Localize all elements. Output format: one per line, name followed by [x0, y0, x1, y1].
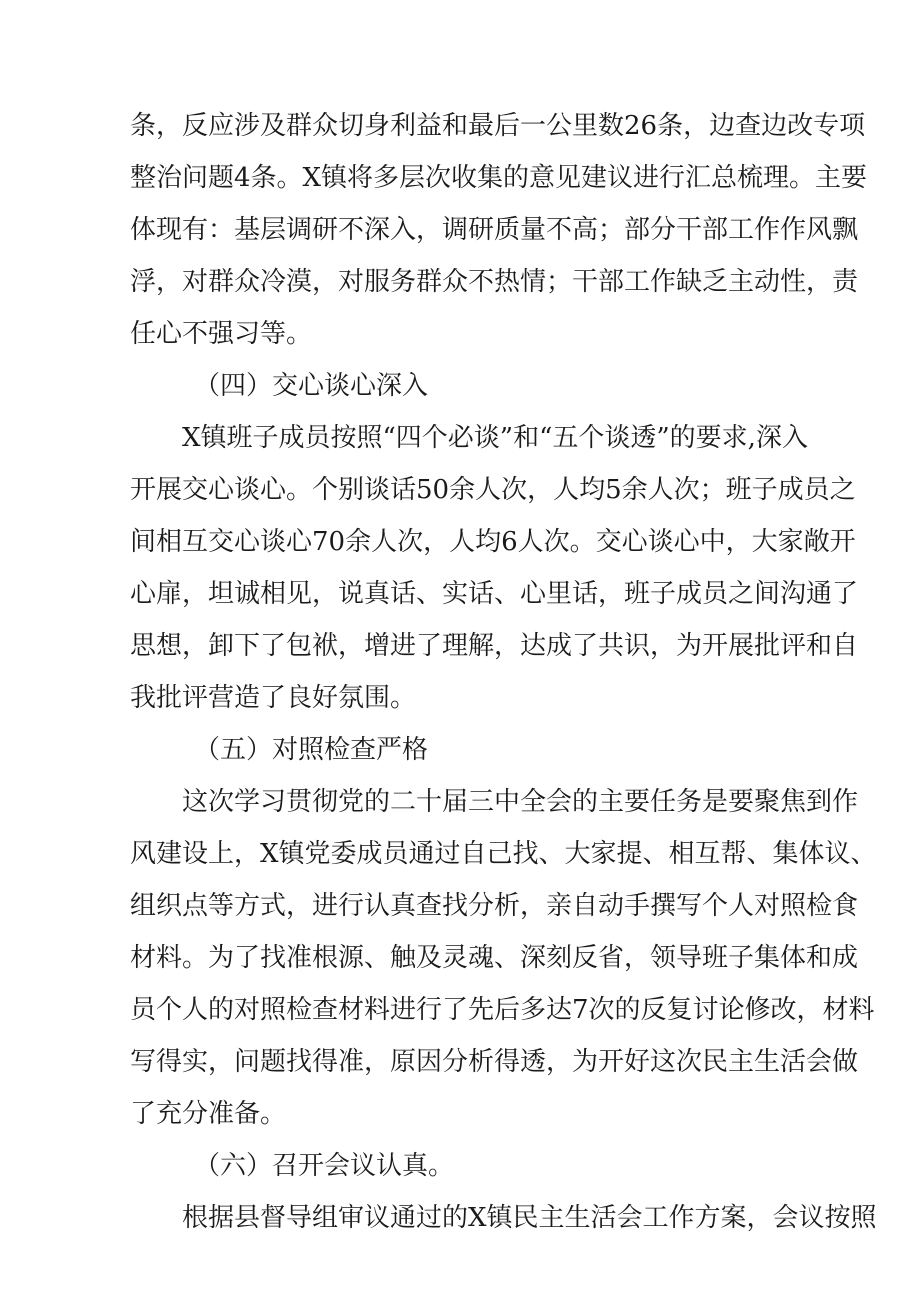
- text-line: 我批评营造了良好氛围。: [130, 683, 417, 713]
- text-line: 思想，卸下了包袱，增进了理解，达成了共识，为开展批评和自: [130, 631, 859, 661]
- text-line: 条，反应涉及群众切身利益和最后一公里数26条，边查边改专项: [130, 111, 866, 141]
- text-line: 间相互交心谈心70余人次，人均6人次。交心谈心中，大家敞开: [130, 527, 856, 557]
- paragraph-start-line: X镇班子成员按照“四个必谈”和“五个谈透”的要求,深入: [182, 423, 808, 453]
- text-line: 整治问题4条。X镇将多层次收集的意见建议进行汇总梳理。主要: [130, 163, 868, 193]
- section-heading: （四）交心谈心深入: [194, 371, 429, 401]
- text-line: 材料。为了找准根源、触及灵魂、深刻反省，领导班子集体和成: [130, 943, 859, 973]
- text-line: 了充分准备。: [130, 1099, 287, 1129]
- text-line: 任心不强习等。: [130, 319, 313, 349]
- text-line: 心扉，坦诚相见，说真话、实话、心里话，班子成员之间沟通了: [130, 579, 859, 609]
- text-line: 员个人的对照检查材料进行了先后多达7次的反复讨论修改，材料: [130, 995, 875, 1025]
- text-line: 风建设上，X镇党委成员通过自己找、大家提、相互帮、集体议、: [130, 839, 877, 869]
- text-line: 开展交心谈心。个别谈话50余人次，人均5余人次；班子成员之: [130, 475, 856, 505]
- text-line: 浮，对群众冷漠，对服务群众不热情；干部工作缺乏主动性，责: [130, 267, 859, 297]
- section-heading: （六）召开会议认真。: [194, 1151, 455, 1181]
- section-heading: （五）对照检查严格: [194, 735, 429, 765]
- document-body: [130, 100, 877, 1244]
- text-line: 组织点等方式，进行认真查找分析，亲自动手撰写个人对照检食: [130, 891, 859, 921]
- paragraph-start-line: 根据县督导组审议通过的X镇民主生活会工作方案，会议按照: [182, 1203, 877, 1233]
- text-line: 写得实，问题找得准，原因分析得透，为开好这次民主生活会做: [130, 1047, 859, 1077]
- text-line: 体现有：基层调研不深入，调研质量不高；部分干部工作作风飘: [130, 215, 859, 245]
- paragraph-start-line: 这次学习贯彻党的二十届三中全会的主要任务是要聚焦到作: [182, 787, 859, 817]
